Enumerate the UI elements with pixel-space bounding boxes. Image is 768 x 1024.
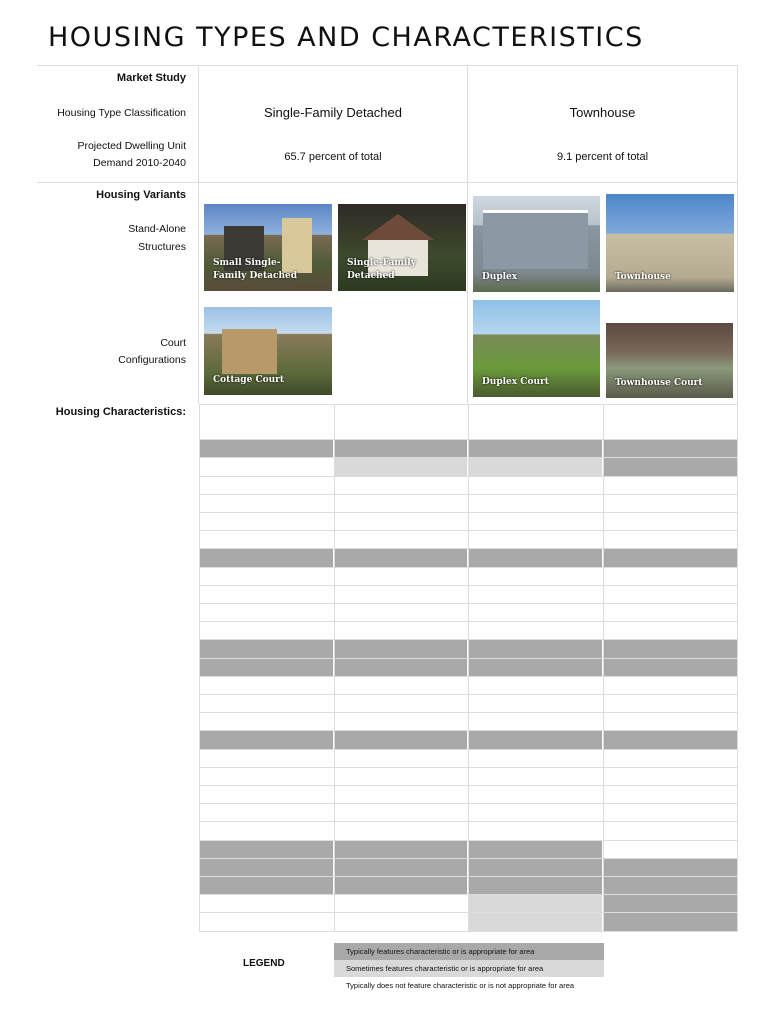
grid-column-rule — [199, 404, 200, 932]
stand-alone-label-2: Structures — [138, 241, 186, 253]
photo-small-single-family — [204, 204, 332, 291]
grid-cell — [334, 622, 467, 639]
photo-caption: Single-Family Detached — [347, 258, 416, 281]
grid-cell — [199, 822, 333, 840]
grid-cell — [603, 877, 737, 894]
grid-cell — [199, 659, 333, 676]
demand-townhouse: 9.1 percent of total — [556, 151, 649, 163]
grid-cell — [468, 913, 602, 931]
legend-item-sometimes: Sometimes features characteristic or is appropriate for area — [334, 960, 604, 977]
grid-cell — [199, 768, 333, 785]
grid-cell — [334, 859, 467, 876]
grid-cell — [199, 586, 333, 603]
grid-column-rule — [334, 404, 335, 932]
grid-cell — [334, 586, 467, 603]
grid-cell — [603, 713, 737, 730]
grid-cell — [334, 786, 467, 803]
grid-cell — [334, 877, 467, 894]
photo-duplex-court — [473, 300, 600, 397]
roof-shape — [362, 214, 434, 240]
grid-cell — [603, 604, 737, 621]
type-townhouse: Townhouse — [569, 105, 636, 120]
grid-cell — [199, 422, 333, 439]
grid-cell — [468, 895, 602, 912]
grid-cell — [468, 549, 602, 567]
page-title: HOUSING TYPES AND CHARACTERISTICS — [48, 22, 644, 53]
grid-cell — [468, 877, 602, 894]
stand-alone-label-1: Stand-Alone — [128, 223, 186, 235]
grid-cell — [468, 750, 602, 767]
header-divider-rule — [37, 182, 737, 183]
grid-cell — [334, 440, 467, 457]
demand-label-line-2: Demand 2010-2040 — [93, 157, 186, 169]
grid-cell — [603, 895, 737, 912]
photo-caption: Duplex — [482, 272, 518, 282]
grid-cell — [199, 531, 333, 548]
header-top-rule — [37, 65, 737, 66]
grid-cell — [334, 822, 467, 840]
grid-cell — [334, 768, 467, 785]
grid-cell — [603, 458, 737, 476]
grid-cell — [603, 586, 737, 603]
grid-cell — [199, 841, 333, 858]
housing-characteristics-heading: Housing Characteristics: — [55, 406, 186, 418]
grid-cell — [468, 531, 602, 548]
grid-cell — [199, 640, 333, 658]
grid-cell — [334, 531, 467, 548]
grid-cell — [468, 640, 602, 658]
court-label-1: Court — [160, 337, 186, 349]
grid-column-rule — [468, 404, 469, 932]
grid-cell — [603, 495, 737, 512]
grid-cell — [468, 768, 602, 785]
photo-caption: Small Single-Family Detached — [213, 258, 298, 281]
grid-cell — [468, 477, 602, 494]
grid-column-rule — [737, 404, 738, 932]
grid-cell — [468, 859, 602, 876]
grid-cell — [468, 841, 602, 858]
photo-caption: Townhouse — [615, 272, 671, 282]
grid-cell — [199, 622, 333, 639]
grid-cell — [603, 640, 737, 658]
grid-cell — [199, 750, 333, 767]
grid-cell — [468, 822, 602, 840]
grid-cell — [199, 913, 333, 931]
grid-cell — [468, 495, 602, 512]
grid-cell — [199, 804, 333, 821]
grid-cell — [603, 531, 737, 548]
grid-cell — [603, 422, 737, 439]
grid-cell — [468, 677, 602, 694]
grid-cell — [468, 568, 602, 585]
grid-cell — [603, 549, 737, 567]
grid-cell — [468, 513, 602, 530]
grid-cell — [468, 786, 602, 803]
grid-cell — [334, 458, 467, 476]
grid-cell — [334, 513, 467, 530]
court-label-2: Configurations — [118, 354, 186, 366]
grid-cell — [603, 913, 737, 931]
grid-cell — [603, 859, 737, 876]
grid-cell — [603, 804, 737, 821]
legend-title: LEGEND — [243, 958, 285, 969]
grid-cell — [468, 731, 602, 749]
grid-cell — [334, 750, 467, 767]
grid-cell — [199, 731, 333, 749]
grid-cell — [468, 659, 602, 676]
grid-cell — [199, 695, 333, 712]
grid-cell — [603, 513, 737, 530]
grid-cell — [603, 622, 737, 639]
grid-cell — [334, 568, 467, 585]
market-study-label: Market Study — [116, 72, 186, 84]
grid-cell — [334, 804, 467, 821]
house-shape — [483, 210, 588, 269]
grid-cell — [199, 549, 333, 567]
grid-cell — [468, 695, 602, 712]
grid-cell — [334, 841, 467, 858]
grid-cell — [603, 822, 737, 840]
grid-cell — [603, 695, 737, 712]
grid-cell — [199, 713, 333, 730]
grid-top-rule — [199, 404, 737, 405]
grid-cell — [334, 422, 467, 439]
demand-single-family: 65.7 percent of total — [284, 151, 382, 163]
grid-cell — [334, 731, 467, 749]
grid-cell — [468, 422, 602, 439]
grid-cell — [199, 895, 333, 912]
house-shape — [222, 329, 277, 374]
grid-cell — [468, 458, 602, 476]
grid-cell — [334, 695, 467, 712]
grid-cell — [468, 804, 602, 821]
grid-cell — [199, 604, 333, 621]
grid-cell — [334, 677, 467, 694]
grid-cell — [468, 622, 602, 639]
grid-cell — [603, 768, 737, 785]
grid-cell — [603, 677, 737, 694]
photo-duplex — [473, 196, 600, 292]
grid-cell — [199, 859, 333, 876]
photo-single-family-detached — [338, 204, 466, 291]
grid-cell — [603, 841, 737, 858]
grid-cell — [199, 877, 333, 894]
grid-cell — [334, 477, 467, 494]
grid-cell — [603, 440, 737, 457]
photo-caption: Townhouse Court — [615, 378, 703, 388]
grid-cell — [603, 568, 737, 585]
type-single-family: Single-Family Detached — [263, 105, 402, 120]
grid-cell — [199, 513, 333, 530]
photo-townhouse — [606, 194, 734, 292]
grid-cell — [334, 549, 467, 567]
grid-cell — [334, 640, 467, 658]
grid-cell — [334, 713, 467, 730]
header-right-rule — [737, 65, 738, 404]
photo-caption: Duplex Court — [482, 377, 549, 387]
grid-cell — [603, 659, 737, 676]
grid-cell — [199, 677, 333, 694]
grid-cell — [199, 477, 333, 494]
grid-cell — [468, 586, 602, 603]
photo-caption: Cottage Court — [213, 375, 285, 385]
grid-cell — [603, 786, 737, 803]
demand-label-line-1: Projected Dwelling Unit — [77, 140, 186, 152]
legend-item-not: Typically does not feature characteristic or is not appropriate for area — [334, 977, 604, 994]
grid-cell — [603, 477, 737, 494]
classification-label: Housing Type Classification — [57, 107, 186, 119]
grid-cell — [334, 604, 467, 621]
grid-cell — [334, 913, 467, 931]
grid-cell — [199, 786, 333, 803]
grid-cell — [603, 731, 737, 749]
grid-column-rule — [603, 404, 604, 932]
housing-variants-heading: Housing Variants — [96, 189, 186, 201]
grid-cell — [603, 750, 737, 767]
grid-cell — [199, 440, 333, 457]
grid-cell — [334, 895, 467, 912]
grid-cell — [199, 495, 333, 512]
grid-cell — [468, 440, 602, 457]
grid-cell — [468, 604, 602, 621]
photo-cottage-court — [204, 307, 332, 395]
grid-cell — [334, 659, 467, 676]
grid-cell — [199, 568, 333, 585]
grid-cell — [468, 713, 602, 730]
grid-cell — [334, 495, 467, 512]
legend-item-typical: Typically features characteristic or is appropriate for area — [334, 943, 604, 960]
photo-townhouse-court — [606, 323, 733, 398]
grid-cell — [199, 458, 333, 476]
